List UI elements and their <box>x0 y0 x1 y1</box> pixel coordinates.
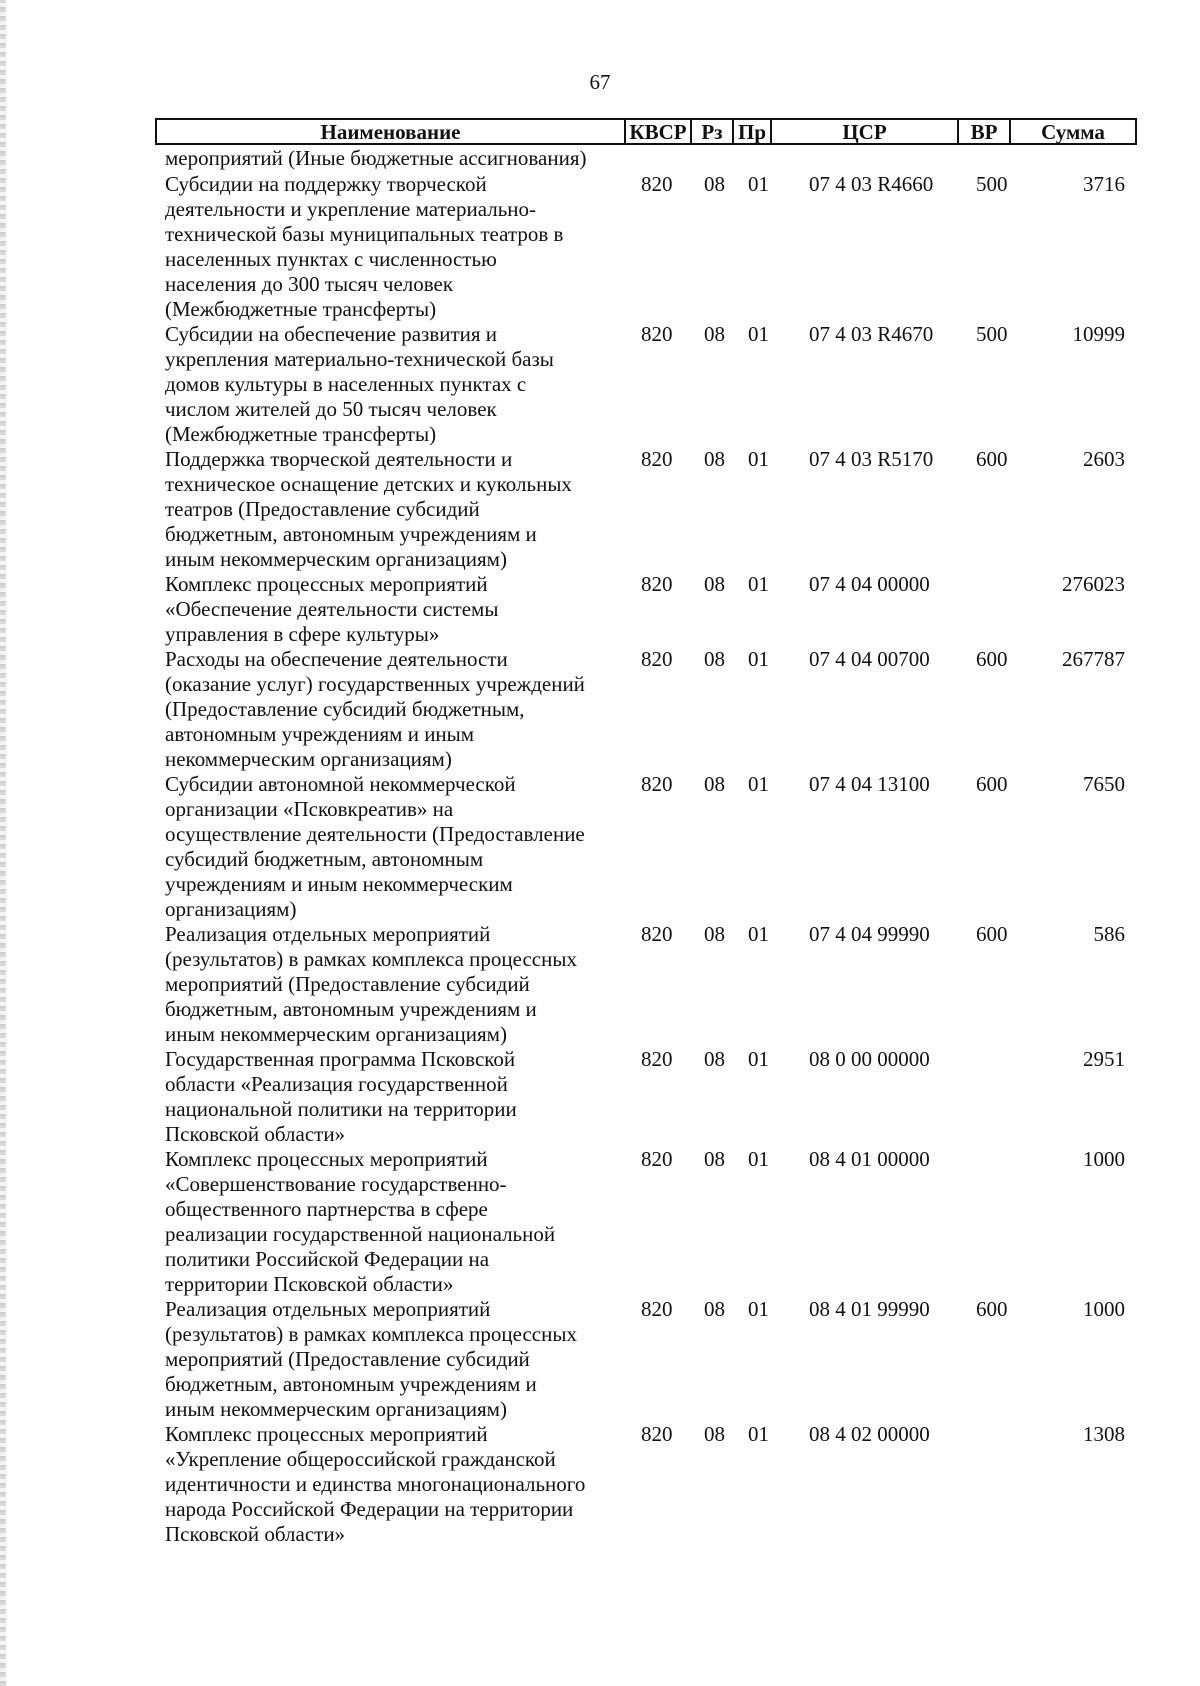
row-rz: 08 <box>704 1147 725 1171</box>
row-rz: 08 <box>704 1297 725 1321</box>
table-row <box>0 647 1200 772</box>
row-csr: 08 4 02 00000 <box>809 1422 930 1446</box>
table-row <box>0 172 1200 322</box>
continuation-text: мероприятий (Иные бюджетные ассигнования) <box>165 146 587 170</box>
row-sum: 267787 <box>1062 647 1125 671</box>
header-pr: Пр <box>734 120 772 143</box>
row-sum: 10999 <box>1072 322 1125 346</box>
header-csr: ЦСР <box>772 120 959 143</box>
row-csr: 07 4 04 00700 <box>809 647 930 671</box>
row-rz: 08 <box>704 572 725 596</box>
row-csr: 07 4 03 R4660 <box>809 172 934 196</box>
row-csr: 08 4 01 00000 <box>809 1147 930 1171</box>
row-sum: 3716 <box>1083 172 1125 196</box>
row-pr: 01 <box>748 1047 769 1071</box>
row-name: Субсидии на обеспечение развития и укрепления материально-технической базы домов культуры в населенных пунктах с числом жителей до 50 тысяч человек (Межбюджетные трансферты) <box>165 322 554 446</box>
table-row <box>0 322 1200 447</box>
row-name: Расходы на обеспечение деятельности (оказание услуг) государственных учреждений (Предоставление субсидий бюджетным, автономным учреждениям и иным некоммерческим организациям) <box>165 647 585 771</box>
row-sum: 7650 <box>1083 772 1125 796</box>
row-rz: 08 <box>704 922 725 946</box>
table-row <box>0 772 1200 922</box>
row-csr: 07 4 04 00000 <box>809 572 930 596</box>
row-kvsr: 820 <box>641 1297 673 1321</box>
table-row <box>0 447 1200 572</box>
row-name: Государственная программа Псковской области «Реализация государственной национальной политики на территории Псковской области» <box>165 1047 517 1146</box>
row-kvsr: 820 <box>641 1047 673 1071</box>
table-row <box>0 1047 1200 1147</box>
row-pr: 01 <box>748 922 769 946</box>
row-kvsr: 820 <box>641 1147 673 1171</box>
row-sum: 2951 <box>1083 1047 1125 1071</box>
row-sum: 2603 <box>1083 447 1125 471</box>
header-rz: Рз <box>692 120 734 143</box>
row-sum: 276023 <box>1062 572 1125 596</box>
row-csr: 07 4 03 R4670 <box>809 322 934 346</box>
header-name: Наименование <box>157 120 626 143</box>
row-rz: 08 <box>704 447 725 471</box>
row-rz: 08 <box>704 1422 725 1446</box>
row-name: Комплекс процессных мероприятий «Укрепление общероссийской гражданской идентичности и единства многонационального народа Российской Федерации на территории Псковской области» <box>165 1422 586 1546</box>
row-vr: 500 <box>976 322 1008 346</box>
row-pr: 01 <box>748 172 769 196</box>
page-number: 67 <box>589 70 611 94</box>
table-row <box>0 1147 1200 1297</box>
row-kvsr: 820 <box>641 1422 673 1446</box>
table-body <box>0 172 1200 1547</box>
header-sum: Сумма <box>1041 120 1105 144</box>
row-pr: 01 <box>748 1422 769 1446</box>
row-pr: 01 <box>748 322 769 346</box>
row-rz: 08 <box>704 772 725 796</box>
row-kvsr: 820 <box>641 322 673 346</box>
table-header <box>155 118 1137 145</box>
row-name: Субсидии на поддержку творческой деятельности и укрепление материально- технической базы муниципальных театров в населенных пунктах с численностью населения до 300 тысяч человек (Межбюджетные трансферты) <box>165 172 564 321</box>
row-vr: 600 <box>976 647 1008 671</box>
header-kvsr: КВСР <box>626 120 692 143</box>
row-kvsr: 820 <box>641 572 673 596</box>
row-name: Реализация отдельных мероприятий (результатов) в рамках комплекса процессных мероприятий (Предоставление субсидий бюджетным, автономным учреждениям и иным некоммерческим организациям) <box>165 922 577 1046</box>
row-csr: 07 4 04 99990 <box>809 922 930 946</box>
row-rz: 08 <box>704 172 725 196</box>
row-pr: 01 <box>748 1297 769 1321</box>
row-kvsr: 820 <box>641 647 673 671</box>
header-vr: ВР <box>959 120 1011 143</box>
row-kvsr: 820 <box>641 922 673 946</box>
row-csr: 07 4 03 R5170 <box>809 447 934 471</box>
row-name: Комплекс процессных мероприятий «Обеспечение деятельности системы управления в сфере культуры» <box>165 572 499 646</box>
row-rz: 08 <box>704 1047 725 1071</box>
row-sum: 1000 <box>1083 1297 1125 1321</box>
row-pr: 01 <box>748 572 769 596</box>
row-vr: 600 <box>976 922 1008 946</box>
row-sum: 586 <box>1093 922 1125 946</box>
row-name: Поддержка творческой деятельности и техническое оснащение детских и кукольных театров (Предоставление субсидий бюджетным, автономным учреждениям и иным некоммерческим организациям) <box>165 447 572 571</box>
table-row <box>0 572 1200 647</box>
row-kvsr: 820 <box>641 172 673 196</box>
row-csr: 08 0 00 00000 <box>809 1047 930 1071</box>
row-name: Субсидии автономной некоммерческой организации «Псковкреатив» на осуществление деятельности (Предоставление субсидий бюджетным, автономным учреждениям и иным некоммерческим организациям) <box>165 772 585 921</box>
row-vr: 600 <box>976 447 1008 471</box>
row-vr: 600 <box>976 772 1008 796</box>
table-row <box>0 1422 1200 1547</box>
row-pr: 01 <box>748 447 769 471</box>
row-csr: 08 4 01 99990 <box>809 1297 930 1321</box>
row-sum: 1308 <box>1083 1422 1125 1446</box>
row-pr: 01 <box>748 772 769 796</box>
row-name: Комплекс процессных мероприятий «Совершенствование государственно- общественного партнерства в сфере реализации государственной национальной политики Российской Федерации на территории Псковской области» <box>165 1147 556 1296</box>
row-kvsr: 820 <box>641 772 673 796</box>
table-row <box>0 1297 1200 1422</box>
row-pr: 01 <box>748 647 769 671</box>
row-kvsr: 820 <box>641 447 673 471</box>
row-vr: 500 <box>976 172 1008 196</box>
row-csr: 07 4 04 13100 <box>809 772 930 796</box>
row-name: Реализация отдельных мероприятий (результатов) в рамках комплекса процессных мероприятий (Предоставление субсидий бюджетным, автономным учреждениям и иным некоммерческим организациям) <box>165 1297 577 1421</box>
row-sum: 1000 <box>1083 1147 1125 1171</box>
row-pr: 01 <box>748 1147 769 1171</box>
table-row <box>0 922 1200 1047</box>
row-vr: 600 <box>976 1297 1008 1321</box>
row-rz: 08 <box>704 322 725 346</box>
row-rz: 08 <box>704 647 725 671</box>
